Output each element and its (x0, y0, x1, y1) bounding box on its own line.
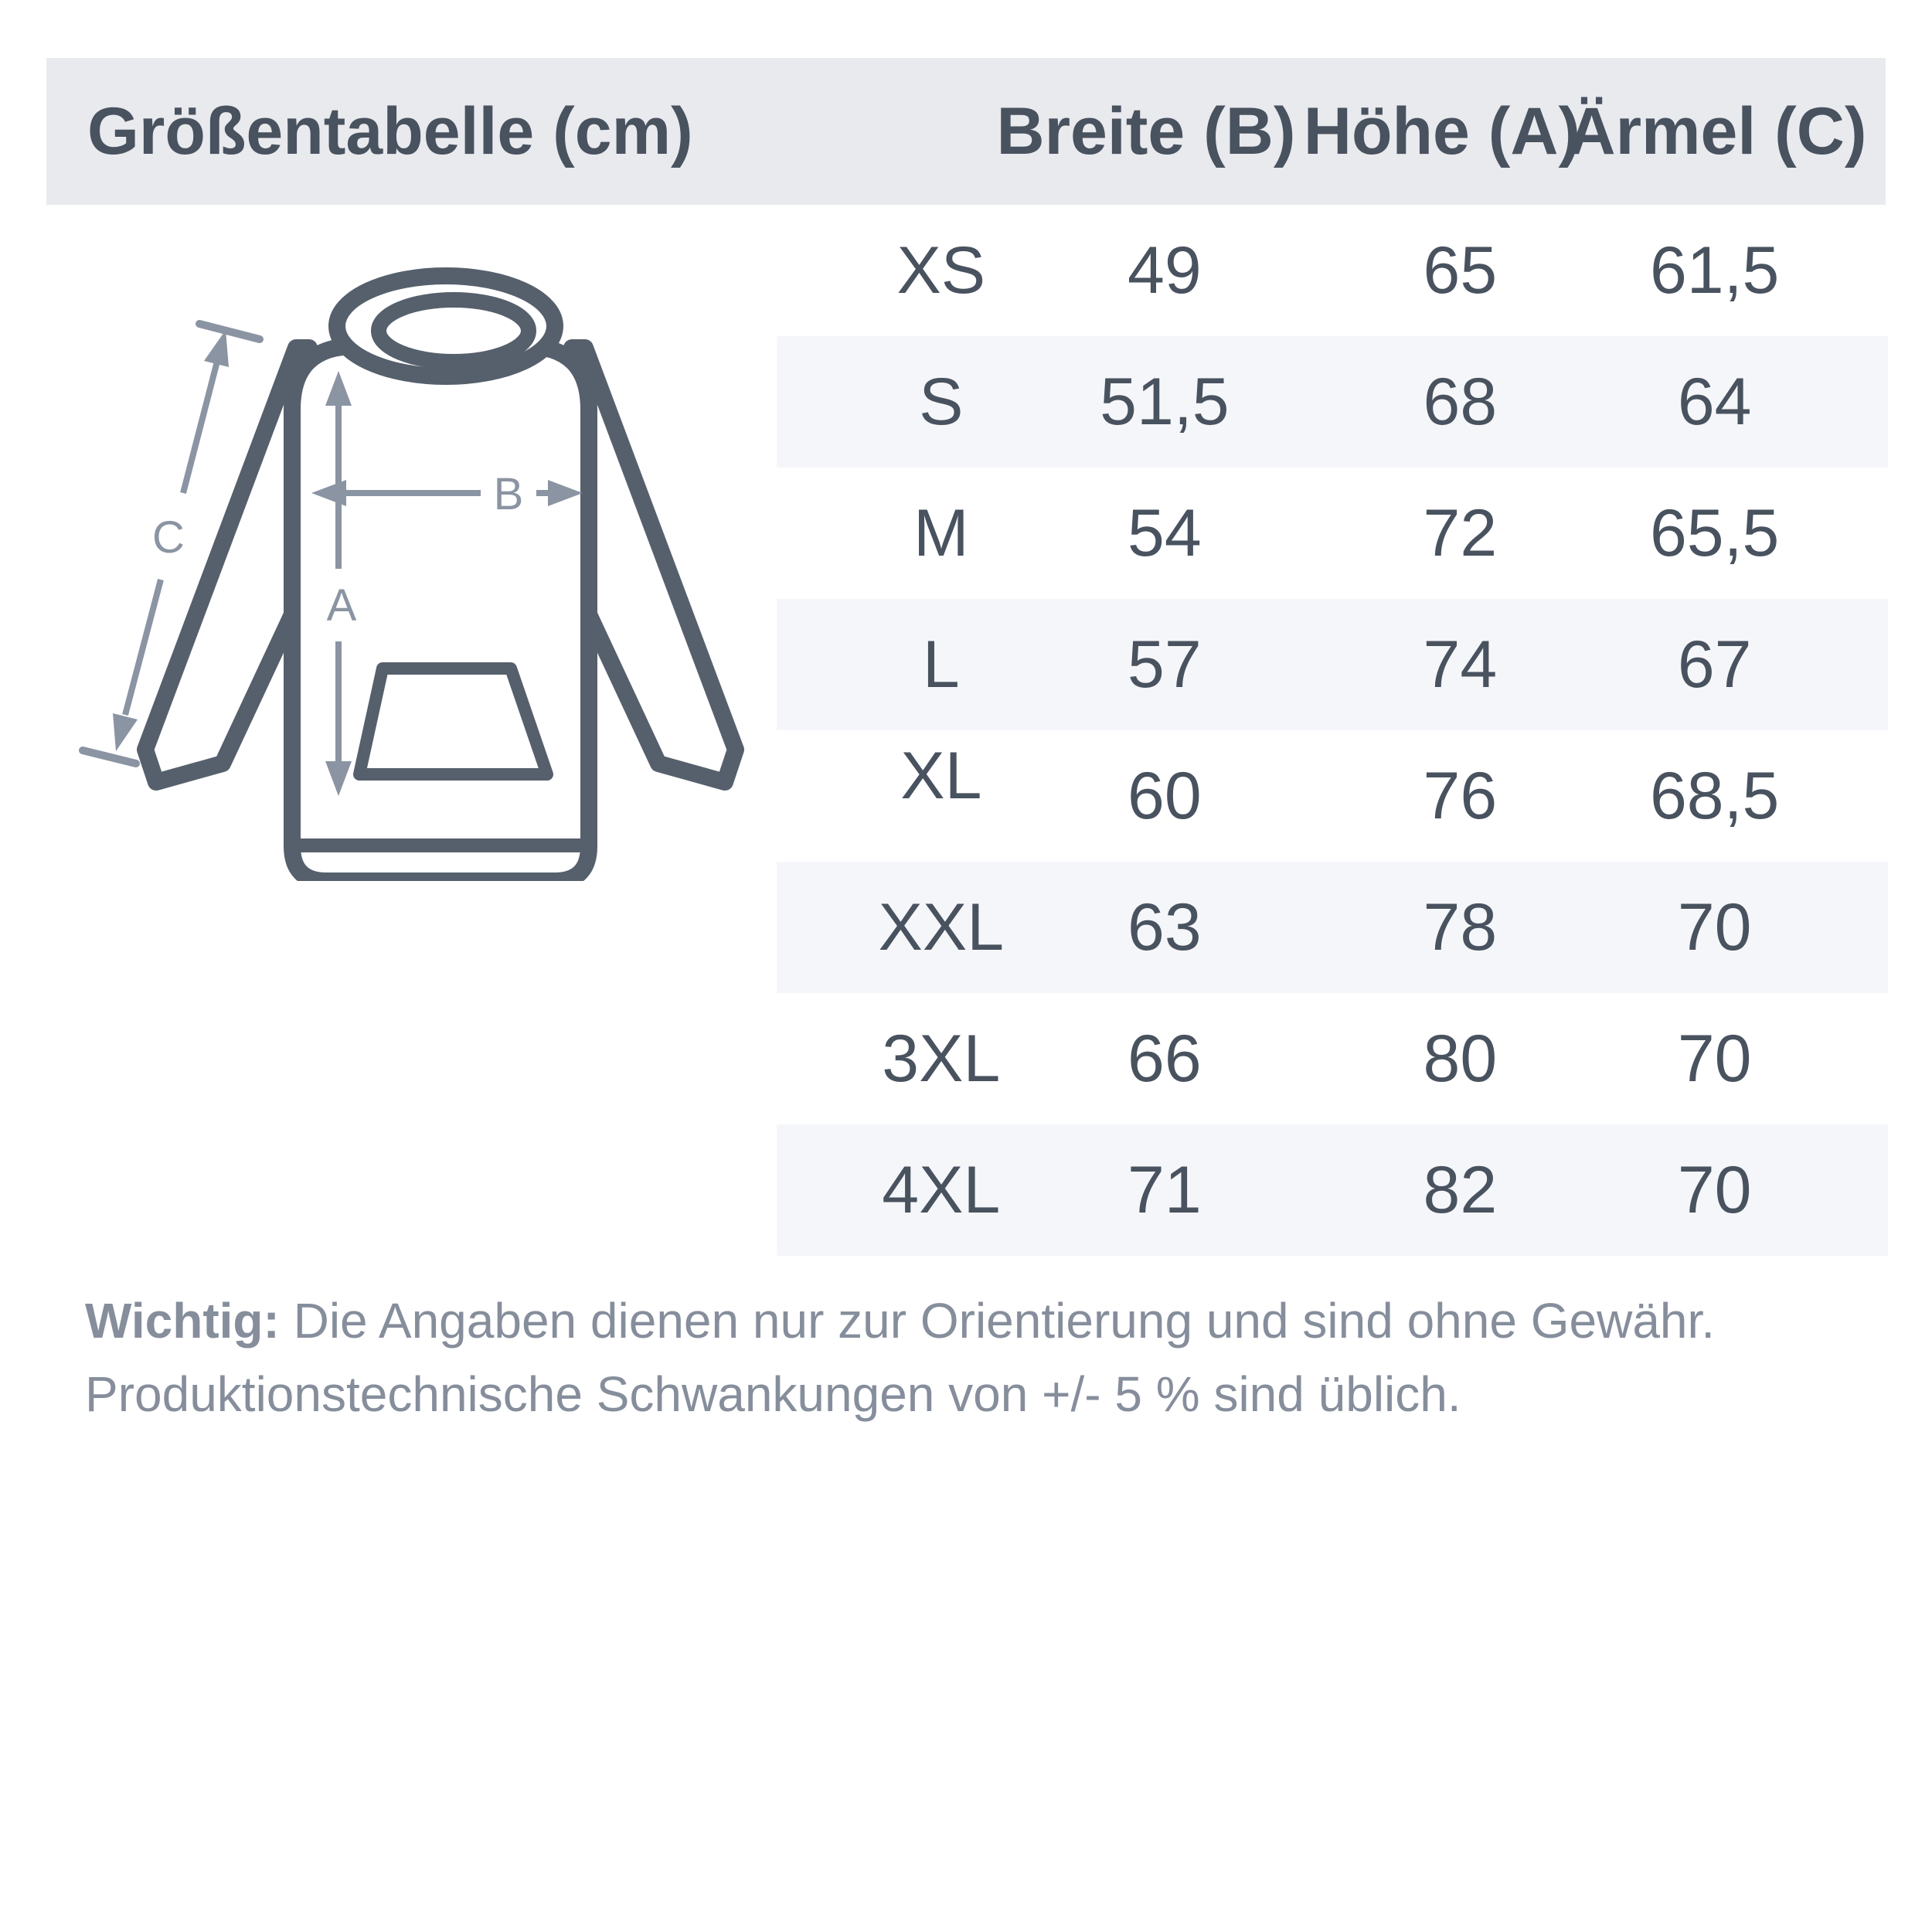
page-title: Größentabelle (cm) (87, 94, 693, 168)
measure-label-b: B (493, 469, 524, 519)
disclaimer-line2: Produktionstechnische Schwankungen von +/- 5 % sind üblich. (85, 1366, 1461, 1422)
hoehe-value: 65 (1423, 233, 1498, 308)
aermel-value: 61,5 (1649, 233, 1780, 308)
hoehe-value: 82 (1423, 1153, 1498, 1227)
hoodie-diagram (70, 147, 804, 881)
size-label: XXL (878, 890, 1005, 964)
size-label: M (913, 496, 969, 570)
table-row-xs (777, 205, 1888, 336)
disclaimer-line1: Die Angaben dienen nur zur Orientierung und sind ohne Gewähr. (279, 1293, 1716, 1349)
breite-value: 66 (1128, 1022, 1202, 1096)
hoehe-value: 76 (1423, 759, 1498, 833)
table-row-3xl (777, 993, 1888, 1124)
size-label: XL (900, 739, 982, 813)
hoehe-value: 74 (1423, 628, 1498, 702)
table-row-xl (777, 730, 1888, 862)
hoehe-value: 68 (1423, 365, 1498, 439)
aermel-value: 70 (1677, 890, 1752, 964)
table-row-4xl (777, 1124, 1888, 1256)
measure-label-c: C (152, 512, 185, 563)
size-table (777, 205, 1888, 1256)
aermel-value: 70 (1677, 1022, 1752, 1096)
hoehe-value: 78 (1423, 890, 1498, 964)
breite-value: 57 (1128, 628, 1202, 702)
column-header-aermel: Ärmel (C) (1567, 94, 1867, 168)
kangaroo-pocket (359, 668, 547, 774)
breite-value: 54 (1128, 496, 1202, 570)
size-label: S (919, 365, 964, 439)
measure-label-a: A (326, 580, 357, 631)
hood-inner-ring (379, 300, 529, 362)
table-row-xxl (777, 862, 1888, 993)
size-label: 4XL (882, 1153, 1001, 1227)
table-row-s (777, 336, 1888, 468)
hoehe-value: 80 (1423, 1022, 1498, 1096)
aermel-value: 65,5 (1649, 496, 1780, 570)
column-header-breite: Breite (B) (996, 94, 1296, 168)
aermel-value: 64 (1677, 365, 1752, 439)
aermel-value: 67 (1677, 628, 1752, 702)
disclaimer-prefix: Wichtig: (85, 1293, 280, 1349)
size-label: L (922, 628, 960, 702)
aermel-value: 70 (1677, 1153, 1752, 1227)
aermel-value: 68,5 (1649, 759, 1780, 833)
breite-value: 71 (1128, 1153, 1202, 1227)
breite-value: 49 (1128, 233, 1202, 308)
table-row-m (777, 468, 1888, 599)
disclaimer-note (85, 1284, 1893, 1431)
hoehe-value: 72 (1423, 496, 1498, 570)
column-header-hoehe: Höhe (A) (1303, 94, 1581, 168)
size-label: XS (896, 233, 986, 308)
breite-value: 60 (1128, 759, 1202, 833)
size-label: 3XL (882, 1022, 1001, 1096)
breite-value: 63 (1128, 890, 1202, 964)
breite-value: 51,5 (1100, 365, 1230, 439)
